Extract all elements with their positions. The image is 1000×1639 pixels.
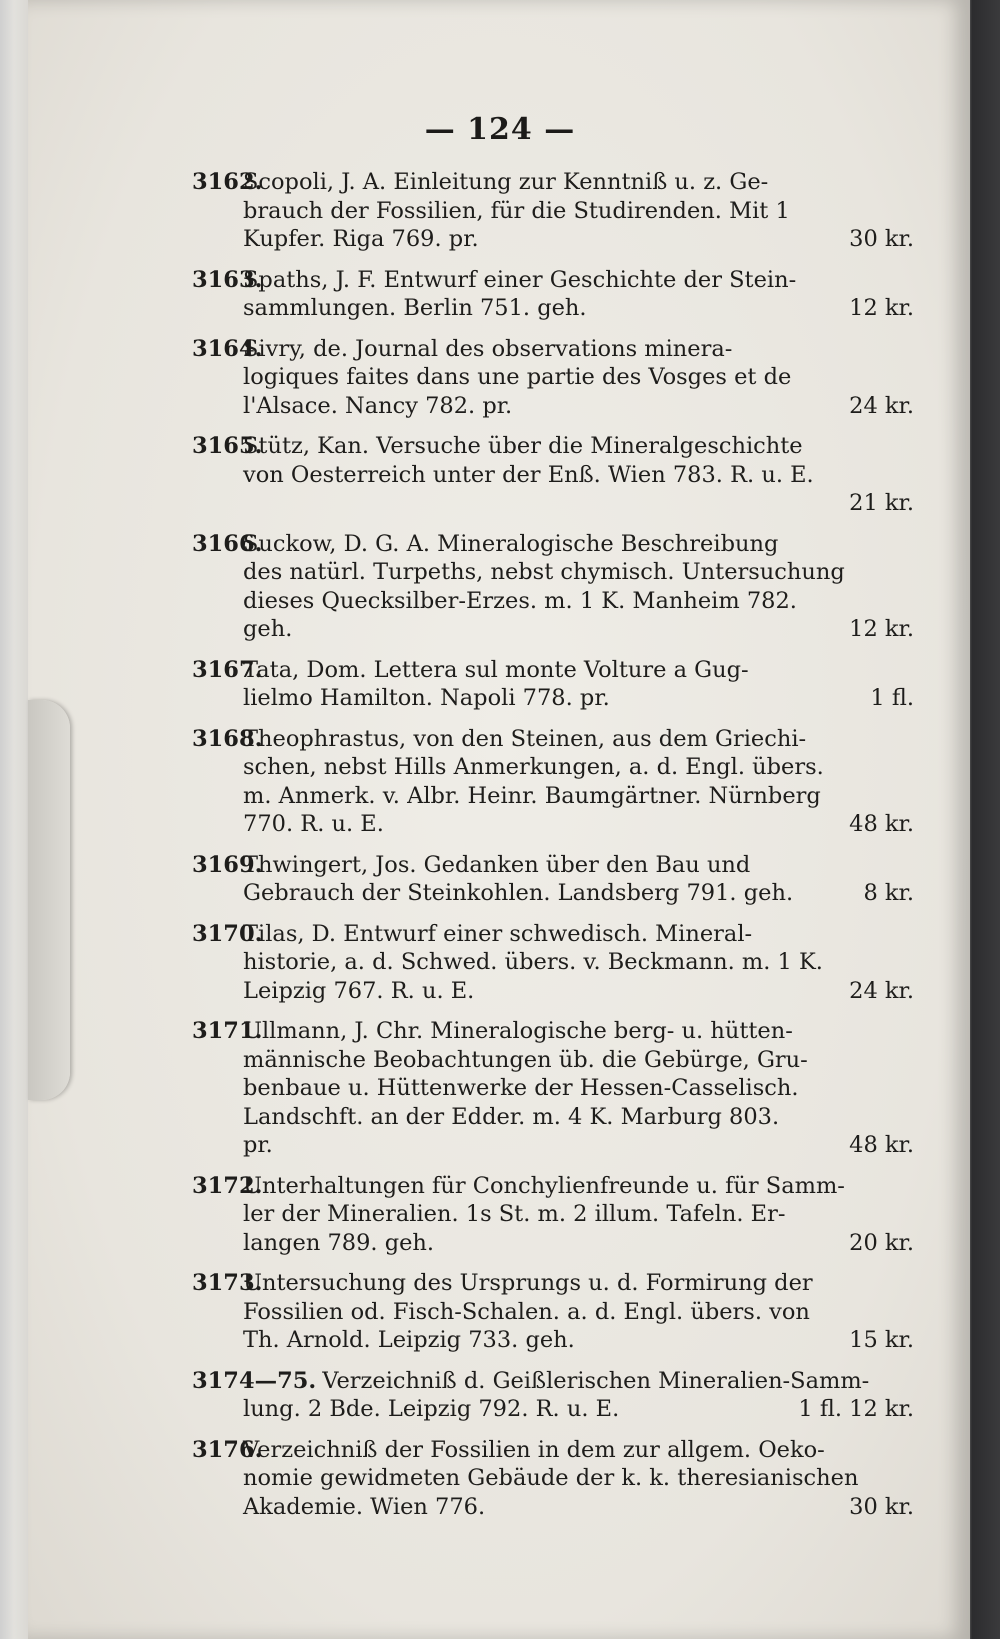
entry-price: 24 kr. (849, 392, 914, 419)
entry-price: 30 kr. (849, 226, 914, 252)
entry-number: 3169. (192, 851, 263, 878)
entry-line (192, 587, 914, 616)
catalog-entry (192, 851, 914, 908)
entry-line (192, 1367, 914, 1396)
entry-line (192, 197, 914, 226)
catalog-entry (192, 1017, 914, 1160)
entry-text: sammlungen. Berlin 751. geh. (243, 295, 587, 321)
entry-price: 20 kr. (849, 1229, 914, 1256)
entry-number: 3173. (192, 1270, 263, 1296)
entry-line (192, 1436, 914, 1465)
entry-line (192, 1074, 914, 1103)
entry-line (192, 1464, 914, 1493)
entry-line (192, 266, 914, 295)
catalog-entry (192, 432, 914, 518)
catalog-entry (192, 656, 914, 713)
entry-text: logiques faites dans une partie des Vosges et de (243, 364, 792, 390)
catalog-entry (192, 1269, 914, 1355)
entry-text: Fossilien od. Fisch-Schalen. a. d. Engl. übers. von (243, 1298, 810, 1325)
catalog-entry (192, 725, 914, 839)
entry-line (192, 530, 914, 559)
entry-price: 12 kr. (849, 295, 914, 321)
entry-number: 3172. (192, 1172, 263, 1199)
entry-line (192, 1200, 914, 1229)
entry-text: Sivry, de. Journal des observations minera- (243, 335, 733, 362)
entry-price: 48 kr. (849, 1132, 914, 1158)
entry-number: 3162. (192, 169, 263, 195)
entry-text: Scopoli, J. A. Einleitung zur Kenntniß u. z. Ge- (243, 169, 769, 195)
entry-line (192, 1229, 914, 1258)
entry-text: l'Alsace. Nancy 782. pr. (243, 392, 513, 419)
entry-line (192, 684, 914, 713)
entry-price: 12 kr. (849, 616, 914, 642)
entry-number: 3170. (192, 920, 263, 947)
entry-line (192, 920, 914, 949)
entry-price: 15 kr. (849, 1327, 914, 1353)
entry-line (192, 753, 914, 782)
entry-text: Verzeichniß der Fossilien in dem zur allgem. Oeko- (243, 1436, 825, 1463)
entry-price: 30 kr. (849, 1493, 914, 1520)
entry-number: 3171. (192, 1018, 263, 1044)
catalog-entry (192, 1367, 914, 1424)
entry-text: benbaue u. Hüttenwerke der Hessen-Casselisch. (243, 1075, 799, 1101)
entry-text: langen 789. geh. (243, 1229, 435, 1256)
catalog-entry (192, 920, 914, 1006)
entry-text: nomie gewidmeten Gebäude der k. k. theresianischen (243, 1465, 859, 1491)
entry-text: geh. (243, 616, 293, 642)
entry-text: lielmo Hamilton. Napoli 778. pr. (243, 685, 610, 711)
entry-text: Stütz, Kan. Versuche über die Mineralgeschichte (243, 433, 803, 459)
entry-text: m. Anmerk. v. Albr. Heinr. Baumgärtner. Nürnberg (243, 782, 821, 809)
entry-text: von Oesterreich unter der Enß. Wien 783. R. u. E. (243, 461, 814, 488)
entry-text: Leipzig 767. R. u. E. (243, 977, 475, 1004)
catalog-entry (192, 266, 914, 323)
entry-number: 3165. (192, 433, 263, 459)
entry-line (192, 1493, 914, 1522)
entry-line (192, 1269, 914, 1298)
entry-number: 3174—75. (192, 1367, 317, 1394)
entry-line (192, 1172, 914, 1201)
catalog-entries (192, 168, 914, 1533)
entry-line (192, 335, 914, 364)
entry-price: 21 kr. (849, 490, 914, 516)
entry-number: 3167. (192, 656, 263, 683)
entry-line (192, 363, 914, 392)
entry-line (192, 392, 914, 421)
entry-text: 770. R. u. E. (243, 811, 384, 837)
entry-line (192, 1046, 914, 1075)
entry-number: 3166. (192, 530, 263, 557)
entry-price: 1 fl. 12 kr. (798, 1396, 914, 1422)
entry-price: 24 kr. (849, 977, 914, 1004)
entry-text: ler der Mineralien. 1s St. m. 2 illum. Tafeln. Er- (243, 1201, 786, 1227)
entry-text: Tilas, D. Entwurf einer schwedisch. Mineral- (243, 920, 753, 947)
entry-number: 3163. (192, 266, 263, 293)
page-edge-tab (28, 700, 70, 1100)
entry-line (192, 1103, 914, 1132)
entry-line (192, 1017, 914, 1046)
entry-line (192, 656, 914, 685)
entry-text: dieses Quecksilber-Erzes. m. 1 K. Manheim 782. (243, 587, 797, 614)
entry-text: Verzeichniß d. Geißlerischen Mineralien-Samm- (322, 1367, 870, 1394)
entry-text: Kupfer. Riga 769. pr. (243, 226, 479, 252)
entry-text: Ullmann, J. Chr. Mineralogische berg- u. hütten- (243, 1018, 793, 1044)
entry-text: Tata, Dom. Lettera sul monte Volture a Gug- (243, 656, 749, 683)
entry-text: lung. 2 Bde. Leipzig 792. R. u. E. (243, 1396, 620, 1422)
entry-text: Unterhaltungen für Conchylienfreunde u. für Samm- (243, 1172, 845, 1199)
entry-line (192, 977, 914, 1006)
catalog-entry (192, 1172, 914, 1258)
entry-price: 8 kr. (863, 880, 914, 906)
catalog-entry (192, 1436, 914, 1522)
entry-line (192, 810, 914, 839)
entry-line (192, 1131, 914, 1160)
entry-text: Th. Arnold. Leipzig 733. geh. (243, 1327, 575, 1353)
entry-text: männische Beobachtungen üb. die Gebürge, Gru- (243, 1046, 808, 1073)
entry-line (192, 782, 914, 811)
entry-text: Spaths, J. F. Entwurf einer Geschichte der Stein- (243, 266, 797, 293)
entry-line (192, 461, 914, 490)
entry-line (192, 558, 914, 587)
catalog-entry (192, 530, 914, 644)
entry-line (192, 432, 914, 461)
entry-text: historie, a. d. Schwed. übers. v. Beckmann. m. 1 K. (243, 949, 823, 975)
entry-line (192, 294, 914, 323)
entry-number: 3168. (192, 725, 263, 752)
entry-price: 1 fl. (870, 685, 914, 711)
entry-line (192, 225, 914, 254)
entry-text: Thwingert, Jos. Gedanken über den Bau und (243, 851, 751, 878)
entry-line (192, 1326, 914, 1355)
entry-text: pr. (243, 1132, 273, 1158)
entry-text: Akademie. Wien 776. (243, 1493, 486, 1520)
entry-line (192, 1395, 914, 1424)
entry-line (192, 879, 914, 908)
page-number: — 124 — (424, 112, 576, 147)
entry-number: 3164. (192, 335, 263, 362)
entry-line (192, 948, 914, 977)
catalog-entry (192, 168, 914, 254)
entry-text: des natürl. Turpeths, nebst chymisch. Untersuchung (243, 559, 845, 585)
entry-text: Landschft. an der Edder. m. 4 K. Marburg 803. (243, 1103, 780, 1130)
entry-line (192, 168, 914, 197)
entry-text: Untersuchung des Ursprungs u. d. Formirung der (243, 1270, 813, 1296)
entry-text: Gebrauch der Steinkohlen. Landsberg 791. geh. (243, 880, 794, 906)
entry-text: Theophrastus, von den Steinen, aus dem Griechi- (243, 725, 807, 752)
entry-line (192, 615, 914, 644)
entry-line (192, 1298, 914, 1327)
entry-line (192, 489, 914, 518)
entry-text: schen, nebst Hills Anmerkungen, a. d. Engl. übers. (243, 754, 824, 780)
entry-text: Suckow, D. G. A. Mineralogische Beschreibung (243, 530, 779, 557)
entry-number: 3176. (192, 1436, 263, 1463)
entry-line (192, 851, 914, 880)
entry-line (192, 725, 914, 754)
entry-text: brauch der Fossilien, für die Studirenden. Mit 1 (243, 197, 790, 224)
entry-price: 48 kr. (849, 811, 914, 837)
catalog-entry (192, 335, 914, 421)
